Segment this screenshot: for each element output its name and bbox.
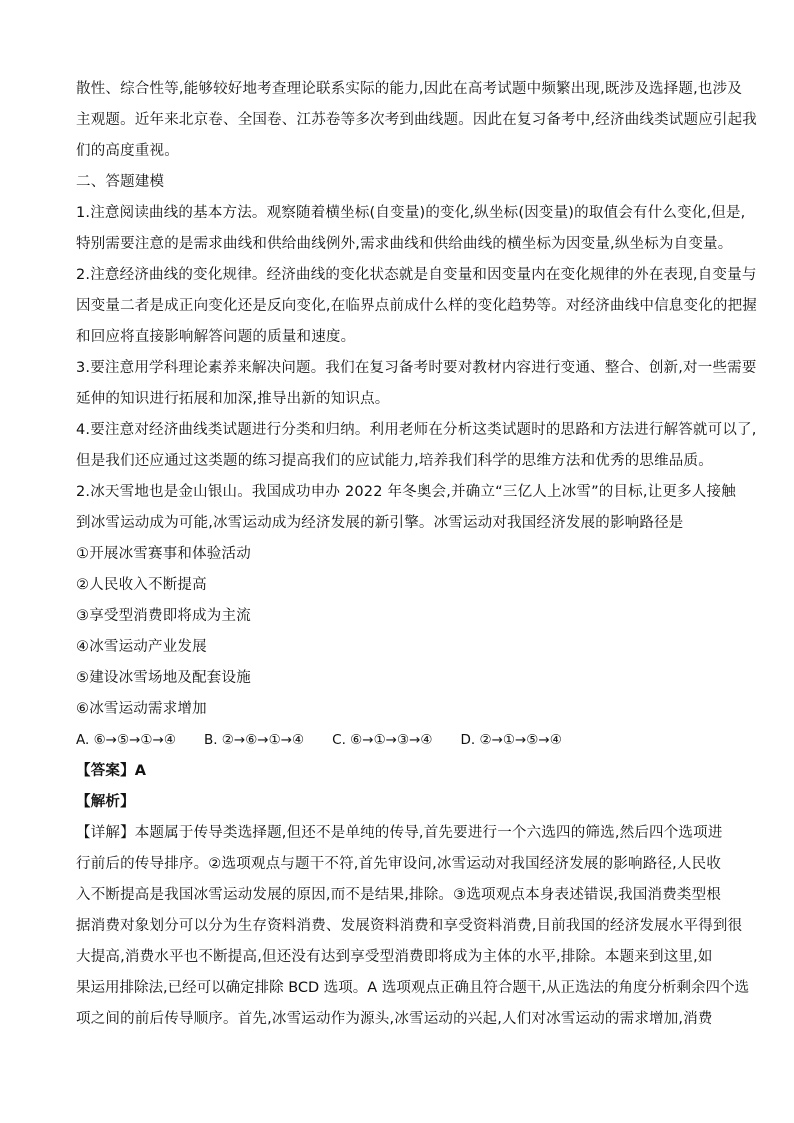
question-item: ②人民收入不断提高: [76, 577, 207, 593]
analysis-line: 行前后的传导排序。②选项观点与题干不符,首先审设问,冰雪运动对我国经济发展的影响路径,人民收: [76, 856, 722, 872]
intro-line: 主观题。近年来北京卷、全国卷、江苏卷等多次考到曲线题。因此在复习备考中,经济曲线类试题应引起我: [76, 112, 758, 128]
question-item: ⑥冰雪运动需求增加: [76, 701, 207, 717]
answer-choices: [76, 725, 736, 756]
question-stem-line: 2.冰天雪地也是金山银山。我国成功申办 2022 年冬奥会,并确立“三亿人上冰雪”的目标,让更多人接触: [76, 484, 736, 500]
choice-d: D. ②→①→⑤→④: [460, 732, 562, 748]
tip-line: 4.要注意对经济曲线类试题进行分类和归纳。利用老师在分析这类试题时的思路和方法进行解答就可以了,: [76, 422, 757, 438]
tip-line: 但是我们还应通过这类题的练习提高我们的应试能力,培养我们科学的思维方法和优秀的思维品质。: [76, 453, 713, 469]
question-item: ①开展冰雪赛事和体验活动: [76, 546, 251, 562]
intro-line: 们的高度重视。: [76, 143, 179, 159]
tip-line: 特别需要注意的是需求曲线和供给曲线例外,需求曲线和供给曲线的横坐标为因变量,纵坐标为自变量。: [76, 236, 733, 252]
question-item: ⑤建设冰雪场地及配套设施: [76, 670, 251, 686]
analysis-line: 【详解】本题属于传导类选择题,但还不是单纯的传导,首先要进行一个六选四的筛选,然后四个选项进: [76, 825, 723, 841]
choice-b: B. ②→⑥→①→④: [203, 732, 305, 748]
choice-c: C. ⑥→①→③→④: [332, 732, 433, 748]
section-heading: 二、答题建模: [76, 174, 165, 190]
tip-line: 延伸的知识进行拓展和加深,推导出新的知识点。: [76, 391, 390, 407]
analysis-line: 入不断提高是我国冰雪运动发展的原因,而不是结果,排除。③选项观点本身表述错误,我国消费类型根: [76, 887, 722, 903]
analysis-line: 项之间的前后传导顺序。首先,冰雪运动作为源头,冰雪运动的兴起,人们对冰雪运动的需求增加,消费: [76, 1011, 713, 1027]
tip-line: 1.注意阅读曲线的基本方法。观察随着横坐标(自变量)的变化,纵坐标(因变量)的取值会有什么变化,但是,: [76, 205, 746, 221]
tip-line: 因变量二者是成正向变化还是反向变化,在临界点前成什么样的变化趋势等。对经济曲线中信息变化的把握: [76, 298, 758, 314]
analysis-line: 果运用排除法,已经可以确定排除 BCD 选项。A 选项观点正确且符合题干,从正选法的角度分析剩余四个选: [76, 980, 749, 996]
answer-label: 【答案】A: [76, 763, 147, 779]
intro-line: 散性、综合性等,能够较好地考查理论联系实际的能力,因此在高考试题中频繁出现,既涉及选择题,也涉及: [76, 81, 743, 97]
tip-line: 2.注意经济曲线的变化规律。经济曲线的变化状态就是自变量和因变量内在变化规律的外在表现,自变量与: [76, 267, 757, 283]
question-stem-line: 到冰雪运动成为可能,冰雪运动成为经济发展的新引擎。冰雪运动对我国经济发展的影响路径是: [76, 515, 684, 531]
choice-a: A. ⑥→⑤→①→④: [76, 732, 176, 748]
question-item: ③享受型消费即将成为主流: [76, 608, 251, 624]
document-page: [76, 74, 758, 1035]
question-item: ④冰雪运动产业发展: [76, 639, 207, 655]
analysis-label: 【解析】: [76, 794, 135, 810]
analysis-line: 大提高,消费水平也不断提高,但还没有达到享受型消费即将成为主体的水平,排除。本题来到这里,如: [76, 949, 713, 965]
tip-line: 和回应将直接影响解答问题的质量和速度。: [76, 329, 356, 345]
tip-line: 3.要注意用学科理论素养来解决问题。我们在复习备考时要对教材内容进行变通、整合、创新,对一些需要: [76, 360, 757, 376]
analysis-line: 据消费对象划分可以分为生存资料消费、发展资料消费和享受资料消费,目前我国的经济发展水平得到很: [76, 918, 743, 934]
